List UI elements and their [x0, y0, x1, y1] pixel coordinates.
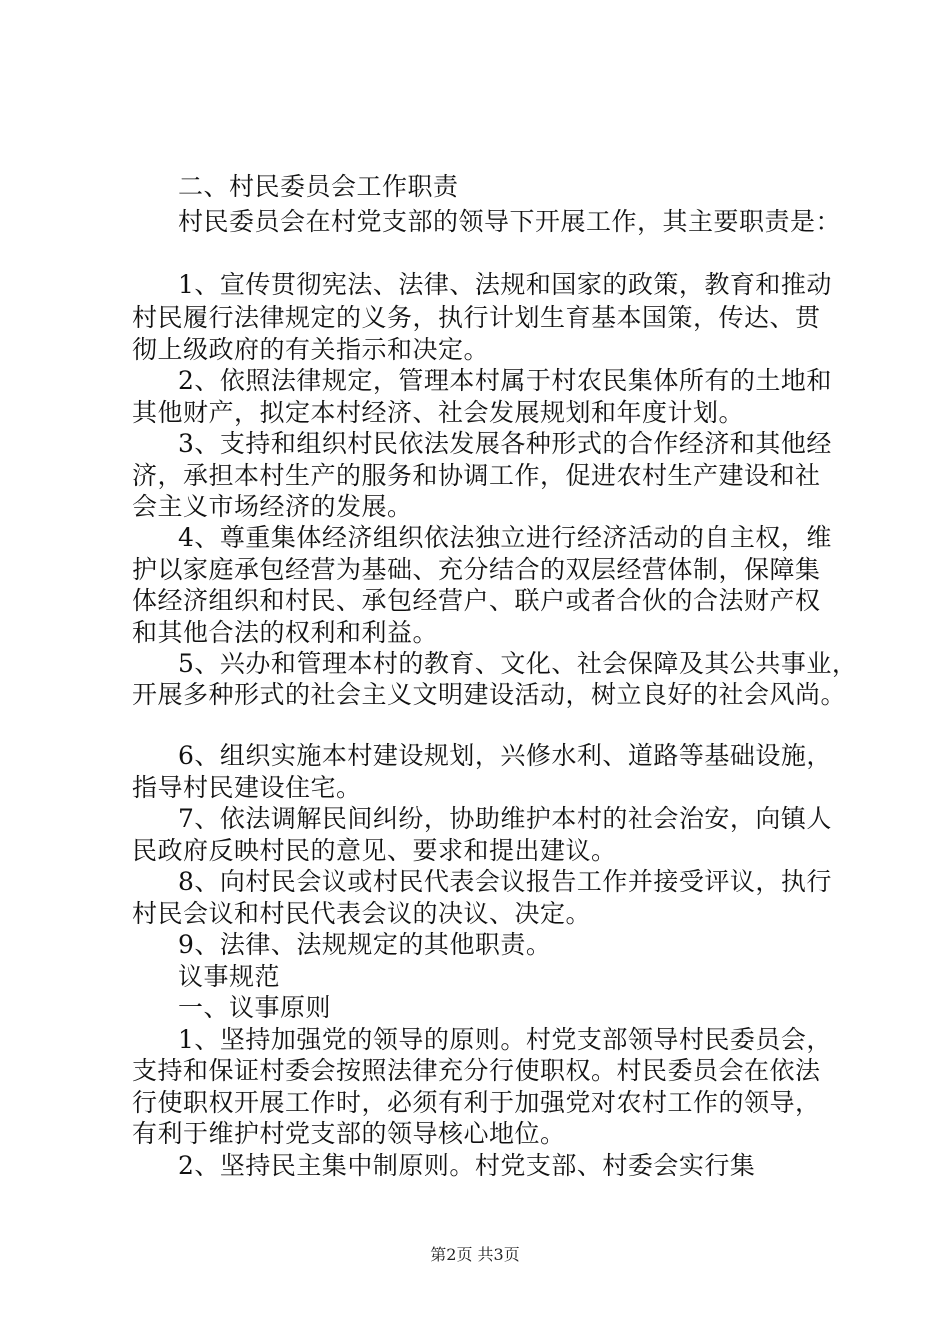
paragraph-line: 体经济组织和村民、承包经营户、联户或者合伙的合法财产权	[132, 586, 821, 615]
paragraph-line: 2、坚持民主集中制原则。村党支部、村委会实行集	[178, 1151, 756, 1180]
paragraph-line: 有利于维护村党支部的领导核心地位。	[132, 1119, 566, 1148]
section-heading: 一、议事原则	[178, 993, 332, 1022]
paragraph-line: 村民履行法律规定的义务，执行计划生育基本国策，传达、贯	[132, 303, 821, 332]
paragraph-line: 5、兴办和管理本村的教育、文化、社会保障及其公共事业，	[178, 649, 858, 678]
paragraph-line: 村民会议和村民代表会议的决议、决定。	[132, 899, 592, 928]
paragraph-line: 其他财产，拟定本村经济、社会发展规划和年度计划。	[132, 398, 745, 427]
paragraph-line: 1、宣传贯彻宪法、法律、法规和国家的政策，教育和推动	[178, 270, 832, 299]
paragraph-line: 9、法律、法规规定的其他职责。	[178, 930, 552, 959]
paragraph-line: 2、依照法律规定，管理本村属于村农民集体所有的土地和	[178, 366, 832, 395]
paragraph-line: 6、组织实施本村建设规划，兴修水利、道路等基础设施，	[178, 741, 832, 770]
paragraph-line: 1、坚持加强党的领导的原则。村党支部领导村民委员会，	[178, 1025, 832, 1054]
paragraph-line: 开展多种形式的社会主义文明建设活动，树立良好的社会风尚。	[132, 680, 847, 709]
paragraph-line: 3、支持和组织村民依法发展各种形式的合作经济和其他经	[178, 429, 832, 458]
paragraph-line: 护以家庭承包经营为基础、充分结合的双层经营体制，保障集	[132, 555, 821, 584]
paragraph-line: 和其他合法的权利和利益。	[132, 618, 439, 647]
paragraph-line: 支持和保证村委会按照法律充分行使职权。村民委员会在依法	[132, 1056, 821, 1085]
paragraph-line: 8、向村民会议或村民代表会议报告工作并接受评议，执行	[178, 867, 832, 896]
paragraph-line: 指导村民建设住宅。	[132, 773, 362, 802]
paragraph-line: 彻上级政府的有关指示和决定。	[132, 335, 490, 364]
paragraph-line: 行使职权开展工作时，必须有利于加强党对农村工作的领导，	[132, 1088, 821, 1117]
section-heading: 议事规范	[178, 962, 281, 991]
paragraph-line: 7、依法调解民间纠纷，协助维护本村的社会治安，向镇人	[178, 804, 832, 833]
paragraph-line: 会主义市场经济的发展。	[132, 492, 413, 521]
section-heading: 二、村民委员会工作职责	[178, 172, 459, 201]
paragraph-line: 民政府反映村民的意见、要求和提出建议。	[132, 836, 617, 865]
page-number-footer: 第2页 共3页	[430, 1245, 520, 1264]
paragraph-line: 4、尊重集体经济组织依法独立进行经济活动的自主权，维	[178, 523, 832, 552]
paragraph-line: 村民委员会在村党支部的领导下开展工作，其主要职责是：	[178, 207, 842, 236]
paragraph-line: 济，承担本村生产的服务和协调工作，促进农村生产建设和社	[132, 461, 821, 490]
